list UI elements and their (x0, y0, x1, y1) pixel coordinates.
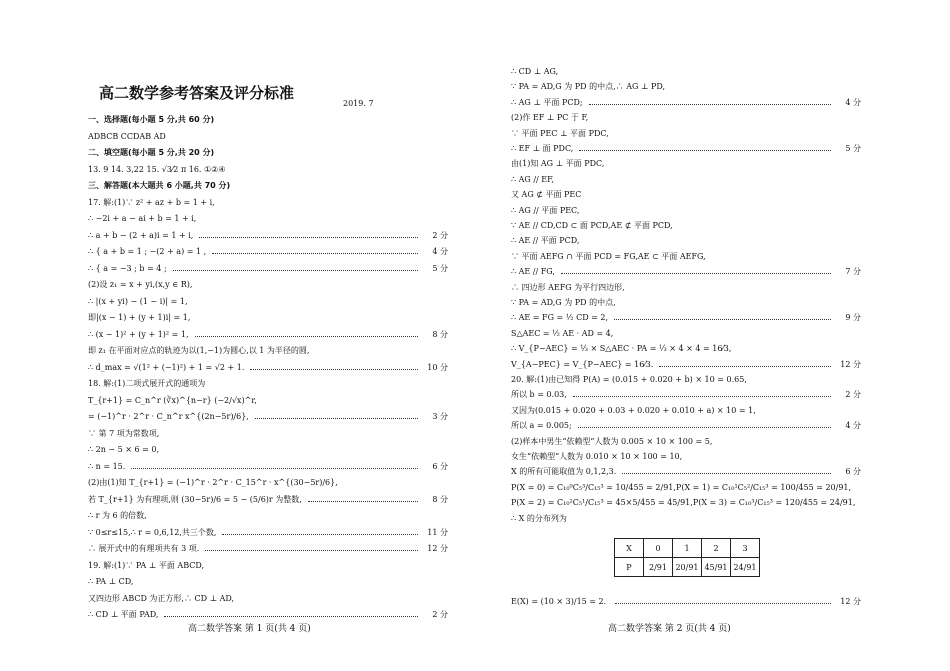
score: 2 分 (845, 390, 861, 400)
left-column (88, 0, 448, 671)
answer-line (511, 174, 861, 185)
dot-leader (195, 336, 418, 337)
score: 4 分 (845, 97, 861, 107)
answer-line (511, 266, 861, 277)
answer-line (511, 297, 861, 308)
answer-line (511, 143, 861, 154)
score: 9 分 (845, 313, 861, 323)
score: 8 分 (432, 494, 448, 504)
answer-text: 三、解答题(本大题共 6 小题,共 70 分) (88, 181, 231, 190)
table-cell: 1 (673, 539, 702, 558)
expectation-line (511, 596, 861, 607)
dot-leader (622, 473, 831, 474)
answer-text: 19. 解:(1)∵ PA ⊥ 平面 ABCD, (88, 560, 205, 570)
answer-text: V_{A−PEC} = V_{P−AEC} = 16⁄3. (511, 359, 654, 369)
dot-leader (578, 427, 831, 428)
answer-text: ∴ { a + b = 1 ; −(2 + a) = 1 , (88, 247, 207, 256)
dot-leader (615, 603, 831, 604)
answer-text: 即 z₁ 在平面对应点的轨迹为以(1,−1)为圆心,以 1 为半径的圆, (88, 346, 310, 355)
answer-line (511, 205, 861, 216)
answer-text: 又因为(0.015 + 0.020 + 0.03 + 0.020 + 0.010 + a) × 10 = 1, (511, 405, 756, 415)
answer-text: = (−1)^r · 2^r · C_n^r x^{(2n−5r)/6}, (88, 412, 249, 421)
answer-line (511, 466, 861, 477)
answer-line (88, 395, 448, 406)
dot-leader (561, 273, 831, 274)
dot-leader (205, 550, 418, 551)
answer-text: 若 T_{r+1} 为有理项,则 (30−5r)/6 = 5 − (5/6)r 为整数, (88, 494, 302, 504)
score: 8 分 (432, 329, 448, 339)
dot-leader (250, 369, 418, 370)
answer-text: 13. 9 14. 3,22 15. √3⁄2 π 16. ①②④ (88, 164, 226, 174)
distribution-table (614, 538, 760, 577)
answer-line (88, 609, 448, 620)
answer-text: ∴ n = 15. (88, 461, 126, 471)
dot-leader (614, 319, 831, 320)
answer-line (88, 428, 448, 439)
score: 4 分 (432, 247, 448, 256)
score: 12 分 (840, 359, 861, 369)
dot-leader (222, 534, 418, 535)
answer-line (88, 279, 448, 290)
answer-text: 18. 解:(1)二项式展开式的通项为 (88, 379, 206, 388)
exam-date: 2019. 7 (343, 99, 374, 108)
answer-text: ∵ PA = AD,G 为 PD 的中点,∴ AG ⊥ PD, (511, 82, 666, 92)
score: 10 分 (427, 362, 448, 372)
answer-text: 二、填空题(每小题 5 分,共 20 分) (88, 148, 215, 157)
answer-text: ∵ AE // CD,CD ⊂ 面 PCD,AE ⊄ 平面 PCD, (511, 221, 673, 230)
answer-line (511, 389, 861, 400)
answer-text: (2)作 EF ⊥ PC 于 F, (511, 113, 589, 123)
answer-text: ∴ 2n − 5 × 6 = 0, (88, 445, 160, 454)
answer-line (511, 81, 861, 92)
table-cell: 3 (731, 539, 760, 558)
answer-line (511, 374, 861, 385)
footer-left: 高二数学答案 第 1 页(共 4 页) (188, 624, 311, 634)
answer-line (88, 197, 448, 208)
answer-line (88, 560, 448, 571)
answer-line (88, 593, 448, 604)
answer-line (511, 497, 861, 508)
answer-line (511, 235, 861, 246)
answer-text: ∴ AE = FG = ½ CD = 2, (511, 313, 609, 323)
answer-line (88, 213, 448, 224)
answer-text: 所以 b = 0.03, (511, 390, 567, 400)
answer-text: ∴ r 为 6 的倍数, (88, 511, 147, 520)
answer-text: ∴ CD ⊥ 平面 PAD, (88, 610, 159, 619)
score: 7 分 (845, 267, 861, 277)
answer-line (511, 251, 861, 262)
answer-text: (2)样本中男生“依赖型”人数为 0.005 × 10 × 100 = 5, (511, 436, 713, 446)
answer-line (88, 345, 448, 356)
answer-text: X 的所有可能取值为 0,1,2,3. (511, 467, 617, 477)
answer-text: ∴ |(x + yi) − (1 − i)| = 1, (88, 296, 188, 306)
answer-text: ∵ 0≤r≤15,∴ r = 0,6,12,共三个数, (88, 527, 217, 537)
answer-line (88, 477, 448, 488)
answer-text: ∴ EF ⊥ 面 PDC, (511, 144, 574, 153)
table-cell: 0 (644, 539, 673, 558)
answer-line (511, 482, 861, 493)
answer-text: T_{r+1} = C_n^r (∛x)^{n−r} (−2/√x)^r, (88, 395, 257, 405)
answer-line (88, 576, 448, 587)
answer-text: P(X = 0) = C₁₀⁰C₅³/C₁₅³ = 10/455 = 2/91,P(X = 1) = C₁₀¹C₅²/C₁₅³ = 100/455 = 20/91, (511, 482, 852, 492)
expectation-text: E(X) = (10 × 3)/15 = 2. (511, 597, 607, 606)
answer-text: 20. 解:(1)由已知得 P(A) = (0.015 + 0.020 + b) × 10 = 0.65, (511, 375, 747, 384)
table-cell: 2 (702, 539, 731, 558)
answer-text: ∴ −2i + a − ai + b = 1 + i, (88, 214, 197, 223)
answer-line (511, 282, 861, 293)
answer-line (511, 359, 861, 370)
answer-line (511, 420, 861, 431)
table-cell: X (615, 539, 644, 558)
answer-line (88, 494, 448, 505)
answer-line (511, 328, 861, 339)
dot-leader (131, 468, 418, 469)
table-cell: 2/91 (644, 558, 673, 577)
answer-text: ADBCB CCDAB AD (88, 131, 166, 141)
answer-text: ∴ d_max = √(1² + (−1)²) + 1 = √2 + 1. (88, 362, 245, 372)
answer-line (88, 296, 448, 307)
answer-line (511, 189, 861, 200)
dot-leader (173, 270, 418, 271)
table-cell: 45/91 (702, 558, 731, 577)
answer-text: ∴ AG // 平面 PEC, (511, 205, 580, 215)
answer-line (511, 405, 861, 416)
answer-line (511, 97, 861, 108)
table-cell: P (615, 558, 644, 577)
answer-text: ∴ 四边形 AEFG 为平行四边形, (511, 282, 625, 292)
answer-line (88, 362, 448, 373)
answer-text: 即|(x − 1) + (y + 1)i| = 1, (88, 313, 191, 322)
score: 12 分 (427, 544, 448, 553)
answer-text: 又 AG ⊄ 平面 PEC (511, 190, 582, 200)
dot-leader (164, 616, 418, 617)
answer-line (511, 128, 861, 139)
answer-line (88, 147, 448, 158)
answer-line (511, 220, 861, 231)
answer-line (88, 230, 448, 241)
answer-line (511, 66, 861, 77)
score: 12 分 (840, 597, 861, 606)
score: 5 分 (845, 144, 861, 153)
answer-text: ∴ AE // 平面 PCD, (511, 236, 580, 246)
dot-leader (212, 253, 418, 254)
score: 5 分 (432, 263, 448, 273)
footer-right: 高二数学答案 第 2 页(共 4 页) (608, 624, 731, 634)
answer-text: ∴ X 的分布列为 (511, 513, 567, 523)
answer-line (511, 312, 861, 323)
score: 3 分 (432, 412, 448, 421)
answer-text: 又四边形 ABCD 为正方形,∴ CD ⊥ AD, (88, 593, 235, 603)
answer-text: ∵ PA = AD,G 为 PD 的中点, (511, 298, 616, 307)
answer-line (88, 510, 448, 521)
answer-text: ∴ CD ⊥ AG, (511, 67, 559, 76)
answer-line (88, 444, 448, 455)
answer-text: ∴ 展开式中的有理项共有 3 项. (88, 544, 200, 553)
answer-line (88, 543, 448, 554)
answer-line (511, 436, 861, 447)
answer-text: (2)由(1)知 T_{r+1} = (−1)^r · 2^r · C_15^r · x^{(30−5r)/6}, (88, 478, 338, 487)
answer-text: S△AEC = ½ AE · AD = 4, (511, 328, 614, 338)
answer-text: ∴ V_{P−AEC} = ⅓ × S△AEC · PA = ⅓ × 4 × 4 = 16⁄3, (511, 344, 732, 354)
answer-text: ∴ a + b − (2 + a)i = 1 + i, (88, 230, 194, 240)
dot-leader (589, 104, 831, 105)
answer-line (88, 164, 448, 175)
answer-line (88, 527, 448, 538)
answer-line (511, 112, 861, 123)
dot-leader (199, 237, 418, 238)
answer-line (511, 513, 861, 524)
answer-text: 女生“依赖型”人数为 0.010 × 10 × 100 = 10, (511, 452, 683, 461)
answer-line (88, 246, 448, 257)
dot-leader (255, 418, 418, 419)
score: 4 分 (845, 421, 861, 431)
dot-leader (659, 366, 831, 367)
dot-leader (573, 396, 831, 397)
score: 11 分 (427, 527, 448, 537)
answer-line (88, 411, 448, 422)
answer-line (88, 312, 448, 323)
answer-text: ∴ (x − 1)² + (y + 1)² = 1, (88, 329, 189, 339)
answer-text: 17. 解:(1)∵ z² + az + b = 1 + i, (88, 197, 215, 207)
answer-line (88, 378, 448, 389)
answer-text: ∵ 平面 AEFG ∩ 平面 PCD = FG,AE ⊂ 平面 AEFG, (511, 251, 706, 261)
answer-text: (2)设 z₁ = x + yi,(x,y ∈ R), (88, 280, 193, 289)
table-cell: 24/91 (731, 558, 760, 577)
dot-leader (579, 150, 831, 151)
answer-line (88, 329, 448, 340)
right-column (511, 0, 861, 671)
answer-text: 一、选择题(每小题 5 分,共 60 分) (88, 115, 215, 124)
answer-text: ∵ 平面 PEC ⊥ 平面 PDC, (511, 128, 609, 138)
answer-line (511, 451, 861, 462)
page-title: 高二数学参考答案及评分标准 (99, 84, 295, 102)
answer-text: ∴ PA ⊥ CD, (88, 577, 134, 586)
answer-text: 由(1)知 AG ⊥ 平面 PDC, (511, 159, 605, 169)
answer-line (88, 263, 448, 274)
answer-line (88, 180, 448, 191)
answer-line (88, 461, 448, 472)
answer-line (88, 131, 448, 142)
score: 2 分 (432, 230, 448, 240)
score: 6 分 (845, 467, 861, 477)
dot-leader (308, 501, 418, 502)
answer-text: ∴ AE // FG, (511, 267, 555, 277)
table-cell: 20/91 (673, 558, 702, 577)
answer-text: ∵ 第 7 项为常数项, (88, 428, 160, 438)
answer-line (511, 343, 861, 354)
answer-text: P(X = 2) = C₁₀²C₅¹/C₁₅³ = 45×5/455 = 45/91,P(X = 3) = C₁₀³/C₁₅³ = 120/455 = 24/91, (511, 498, 856, 508)
answer-text: ∴ { a = −3 ; b = 4 ; (88, 263, 167, 273)
score: 2 分 (432, 610, 448, 619)
answer-line (511, 158, 861, 169)
score: 6 分 (432, 461, 448, 471)
answer-text: 所以 a = 0.005; (511, 421, 572, 431)
answer-text: ∴ AG ⊥ 平面 PCD; (511, 97, 583, 107)
answer-line (88, 114, 448, 125)
answer-text: ∴ AG // EF, (511, 174, 554, 184)
